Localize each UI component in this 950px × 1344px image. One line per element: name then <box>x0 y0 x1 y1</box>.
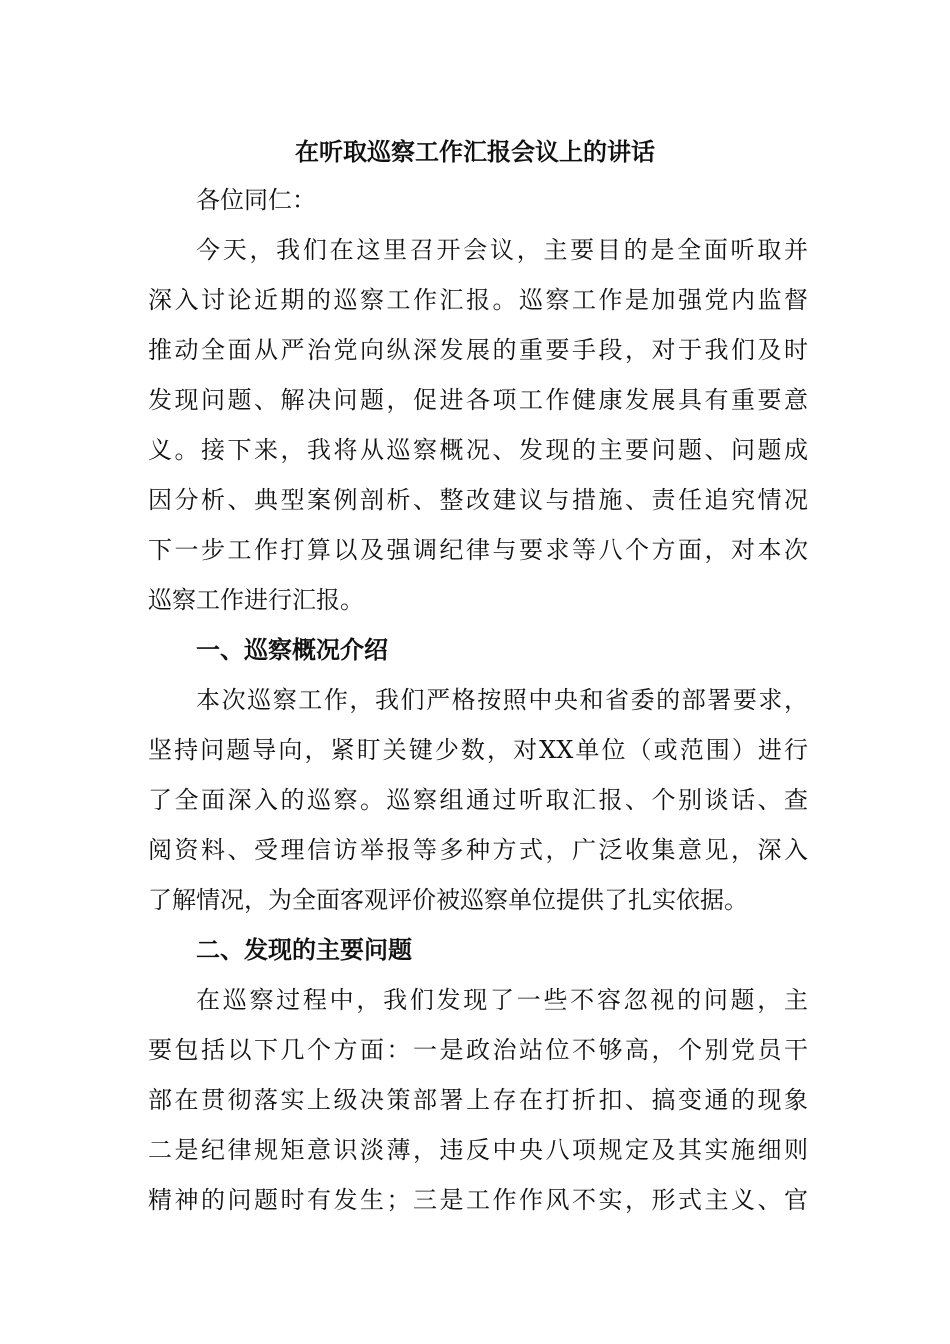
section1-line: 坚持问题导向，紧盯关键少数，对XX单位（或范围）进行 <box>148 736 808 764</box>
intro-line: 义。接下来，我将从巡察概况、发现的主要问题、问题成 <box>148 436 808 464</box>
salutation: 各位同仁： <box>196 186 316 214</box>
section1-line: 本次巡察工作，我们严格按照中央和省委的部署要求， <box>196 686 808 714</box>
section2-line: 在巡察过程中，我们发现了一些不容忽视的问题，主 <box>196 986 808 1014</box>
intro-line: 因分析、典型案例剖析、整改建议与措施、责任追究情况 <box>148 486 808 514</box>
section2-line: 部在贯彻落实上级决策部署上存在打折扣、搞变通的现象 <box>148 1086 808 1114</box>
intro-line: 巡察工作进行汇报。 <box>148 586 364 614</box>
intro-line: 深入讨论近期的巡察工作汇报。巡察工作是加强党内监督 <box>148 286 808 314</box>
section2-line: 精神的问题时有发生；三是工作作风不实，形式主义、官 <box>148 1186 808 1214</box>
intro-line: 发现问题、解决问题，促进各项工作健康发展具有重要意 <box>148 386 808 414</box>
section-heading-1: 一、巡察概况介绍 <box>196 636 388 664</box>
document-title: 在听取巡察工作汇报会议上的讲话 <box>295 138 655 166</box>
intro-line: 今天，我们在这里召开会议，主要目的是全面听取并 <box>196 236 808 264</box>
intro-line: 下一步工作打算以及强调纪律与要求等八个方面，对本次 <box>148 536 808 564</box>
section-heading-2: 二、发现的主要问题 <box>196 936 412 964</box>
section2-line: 要包括以下几个方面：一是政治站位不够高，个别党员干 <box>148 1036 808 1064</box>
section2-line: 二是纪律规矩意识淡薄，违反中央八项规定及其实施细则 <box>148 1136 808 1164</box>
section1-line: 了全面深入的巡察。巡察组通过听取汇报、个别谈话、查 <box>148 786 808 814</box>
intro-line: 推动全面从严治党向纵深发展的重要手段，对于我们及时 <box>148 336 808 364</box>
section1-line: 了解情况，为全面客观评价被巡察单位提供了扎实依据。 <box>148 886 748 914</box>
section1-line: 阅资料、受理信访举报等多种方式，广泛收集意见，深入 <box>148 836 808 864</box>
